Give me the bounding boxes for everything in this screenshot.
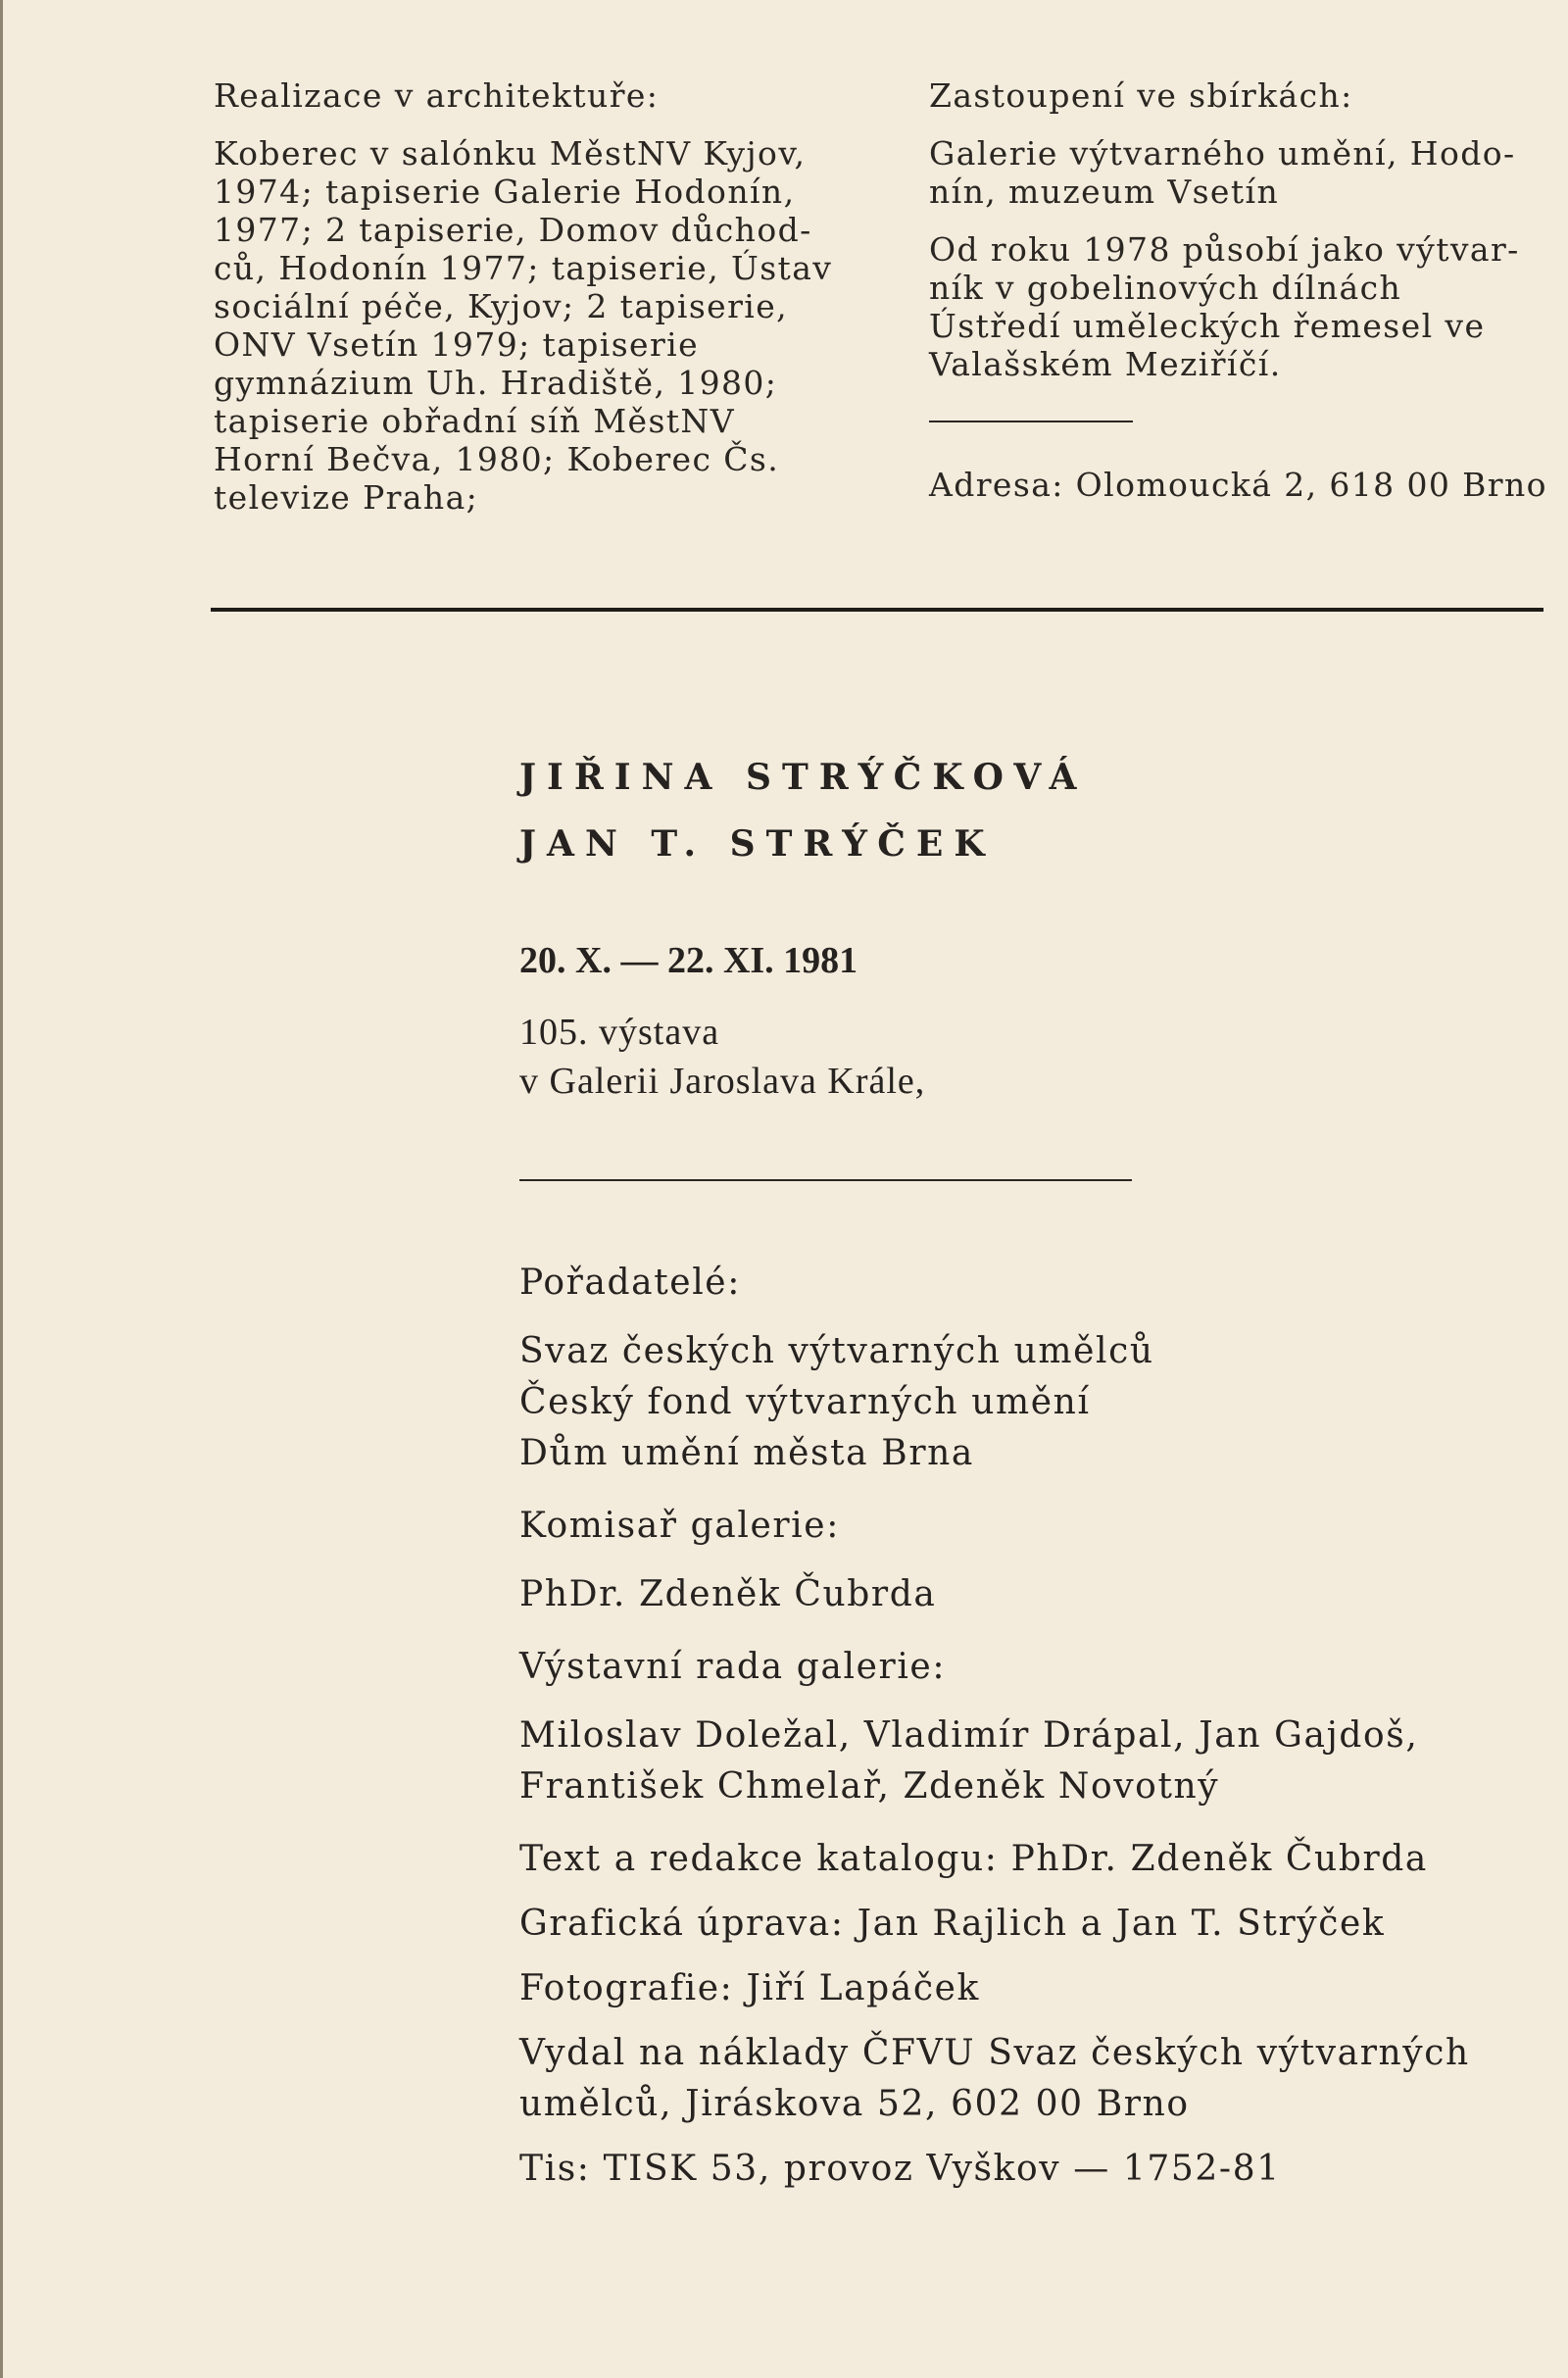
organizer: Svaz českých výtvarných umělců	[519, 1331, 1154, 1371]
right-column-heading: Zastoupení ve sbírkách:	[929, 76, 1353, 115]
left-column-line: ONV Vsetín 1979; tapiserie	[214, 325, 700, 364]
left-column-line: tapiserie obřadní síň MěstNV	[214, 402, 735, 440]
left-column-line: Koberec v salónku MěstNV Kyjov,	[214, 134, 807, 173]
right-column	[929, 76, 1556, 504]
biography-block	[929, 230, 1556, 383]
biography-line: ník v gobelinových dílnách	[929, 269, 1402, 307]
left-column-line: sociální péče, Kyjov; 2 tapiserie,	[214, 287, 789, 325]
exhibition-venue: v Galerii Jaroslava Krále,	[519, 1061, 926, 1102]
left-column-line: ců, Hodonín 1977; tapiserie, Ústav	[214, 249, 833, 287]
council-line: Miloslav Doležal, Vladimír Drápal, Jan Gajdoš,	[519, 1715, 1419, 1756]
exhibition-info	[519, 1008, 925, 1106]
right-column-divider	[929, 421, 1133, 422]
organizer: Český fond výtvarných umění	[519, 1382, 1091, 1422]
commissioner-label: Komisař galerie:	[519, 1506, 840, 1546]
left-column-line: 1977; 2 tapiserie, Domov důchod-	[214, 211, 812, 249]
section-divider	[211, 608, 1544, 612]
biography-line: Valašském Meziříčí.	[929, 345, 1282, 383]
exhibition-number: 105. výstava	[519, 1012, 720, 1053]
address: Adresa: Olomoucká 2, 618 00 Brno	[929, 466, 1547, 504]
council-label: Výstavní rada galerie:	[519, 1647, 947, 1687]
council-line: František Chmelař, Zdeněk Novotný	[519, 1766, 1220, 1807]
left-column-line: gymnázium Uh. Hradiště, 1980;	[214, 364, 778, 402]
text-editor: Text a redakce katalogu: PhDr. Zdeněk Čubrda	[519, 1839, 1428, 1879]
biography-line: Od roku 1978 působí jako výtvar-	[929, 230, 1520, 269]
page-edge	[0, 0, 3, 2378]
credits-divider	[519, 1179, 1132, 1181]
credits	[519, 1258, 1539, 2195]
organizers-list	[519, 1326, 1539, 1479]
publisher-line: Vydal na náklady ČFVU Svaz českých výtvarných	[519, 2033, 1470, 2073]
organizer: Dům umění města Brna	[519, 1433, 974, 1473]
exhibition-dates: 20. X. — 22. XI. 1981	[519, 940, 858, 981]
left-column-line: televize Praha;	[214, 478, 479, 517]
photography: Fotografie: Jiří Lapáček	[519, 1968, 980, 2008]
publisher-line: umělců, Jiráskova 52, 602 00 Brno	[519, 2084, 1190, 2124]
commissioner: PhDr. Zdeněk Čubrda	[519, 1574, 937, 1614]
graphic-design: Grafická úprava: Jan Rajlich a Jan T. Strýček	[519, 1904, 1386, 1944]
left-column	[214, 76, 860, 517]
collections-block	[929, 134, 1556, 211]
artist-name: JIŘINA STRÝČKOVÁ	[519, 757, 1088, 798]
collections-line: Galerie výtvarného umění, Hodo-	[929, 134, 1516, 173]
council-list	[519, 1710, 1539, 1812]
left-column-line: Horní Bečva, 1980; Koberec Čs.	[214, 440, 780, 478]
organizers-label: Pořadatelé:	[519, 1263, 741, 1303]
biography-line: Ústředí uměleckých řemesel ve	[929, 307, 1486, 345]
publisher	[519, 2028, 1539, 2130]
collections-line: nín, muzeum Vsetín	[929, 173, 1280, 211]
left-column-heading: Realizace v architektuře:	[214, 76, 660, 115]
print-info: Tis: TISK 53, provoz Vyškov — 1752-81	[519, 2149, 1281, 2189]
artist-name: JAN T. STRÝČEK	[519, 823, 996, 865]
left-column-line: 1974; tapiserie Galerie Hodonín,	[214, 173, 796, 211]
